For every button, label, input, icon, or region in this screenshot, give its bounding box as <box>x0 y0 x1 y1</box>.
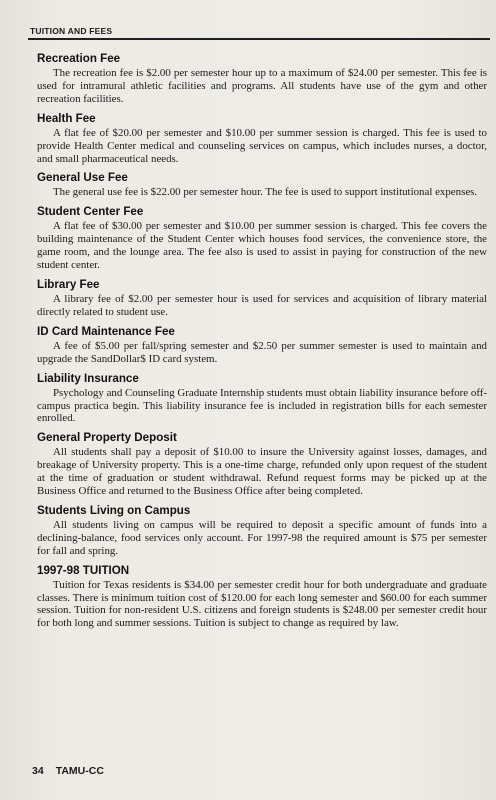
institution-name: TAMU-CC <box>55 765 104 777</box>
section-paragraph: The recreation fee is $2.00 per semester hour up to a maximum of $24.00 per semester. This fee is used for intramural athletic facilities and programs. All students have use of the gym and other recreation facilities. <box>37 67 487 105</box>
running-header <box>28 27 490 40</box>
section-property-deposit <box>37 431 487 498</box>
section-student-center-fee <box>37 205 487 272</box>
section-heading: Student Center Fee <box>37 205 144 219</box>
section-heading: Recreation Fee <box>37 52 121 65</box>
section-library-fee <box>37 278 487 319</box>
section-paragraph: All students living on campus will be required to deposit a specific amount of funds into a declining-balance, food services only account. For 1997-98 the required amount is $75 per semester for fall and spring. <box>37 518 487 557</box>
section-liability-insurance <box>37 372 487 426</box>
page-body <box>37 52 487 636</box>
section-paragraph: A fee of $5.00 per fall/spring semester and $2.50 per summer semester is used to maintain and upgrade the SandDollar$ ID card system. <box>37 339 487 365</box>
section-tuition <box>37 564 487 631</box>
section-paragraph: A flat fee of $30.00 per semester and $10.00 per summer session is charged. This fee covers the building maintenance of the Student Center which houses food services, the convenience store, the game room, and the lounge area. The fee also is used to assist in paying for construction of the new student center. <box>37 220 487 272</box>
section-paragraph: The general use fee is $22.00 per semester hour. The fee is used to support institutional expenses. <box>53 186 478 199</box>
section-heading: Liability Insurance <box>37 371 139 385</box>
section-heading: Students Living on Campus <box>37 503 191 517</box>
section-paragraph: A library fee of $2.00 per semester hour is used for services and acquisition of library material directly related to student use. <box>37 292 487 318</box>
section-general-use-fee <box>37 171 487 199</box>
section-paragraph: A flat fee of $20.00 per semester and $10.00 per summer session is charged. This fee is used to provide Health Center medical and counseling services on campus, which includes nurses, a doctor, and small pharmaceutical needs. <box>37 126 487 165</box>
section-paragraph: Psychology and Counseling Graduate Internship students must obtain liability insurance before off-campus practica begin. This liability insurance fee is included in registration bills for each semester enrolled. <box>37 386 487 425</box>
section-heading: Library Fee <box>37 277 100 291</box>
section-heading: ID Card Maintenance Fee <box>37 324 175 338</box>
section-heading: General Use Fee <box>37 171 128 185</box>
section-heading: General Property Deposit <box>37 431 177 445</box>
section-living-on-campus <box>37 504 487 558</box>
header-section-title: TUITION AND FEES <box>30 26 113 36</box>
section-health-fee <box>37 112 487 166</box>
section-id-card-fee <box>37 325 487 366</box>
page-footer <box>32 765 104 777</box>
section-paragraph: All students shall pay a deposit of $10.00 to insure the University against losses, damages, and breakage of University property. This is a one-time charge, refunded only upon request of the student at the time of graduation or student withdrawal. Refund request forms may be picked up at the Business Office and returned to the Business Office after being completed. <box>37 446 487 498</box>
section-paragraph: Tuition for Texas residents is $34.00 per semester credit hour for both undergraduate and graduate classes. There is minimum tuition cost of $120.00 for each long semester and $60.00 for each summer session. Tuition for non-resident U.S. citizens and foreign students is $248.00 per semester credit hour for both long and summer sessions. Tuition is subject to change as required by law. <box>37 578 487 630</box>
section-recreation-fee <box>37 52 487 106</box>
section-heading: 1997-98 TUITION <box>37 563 130 577</box>
section-heading: Health Fee <box>37 111 96 125</box>
page-number: 34 <box>32 765 44 777</box>
